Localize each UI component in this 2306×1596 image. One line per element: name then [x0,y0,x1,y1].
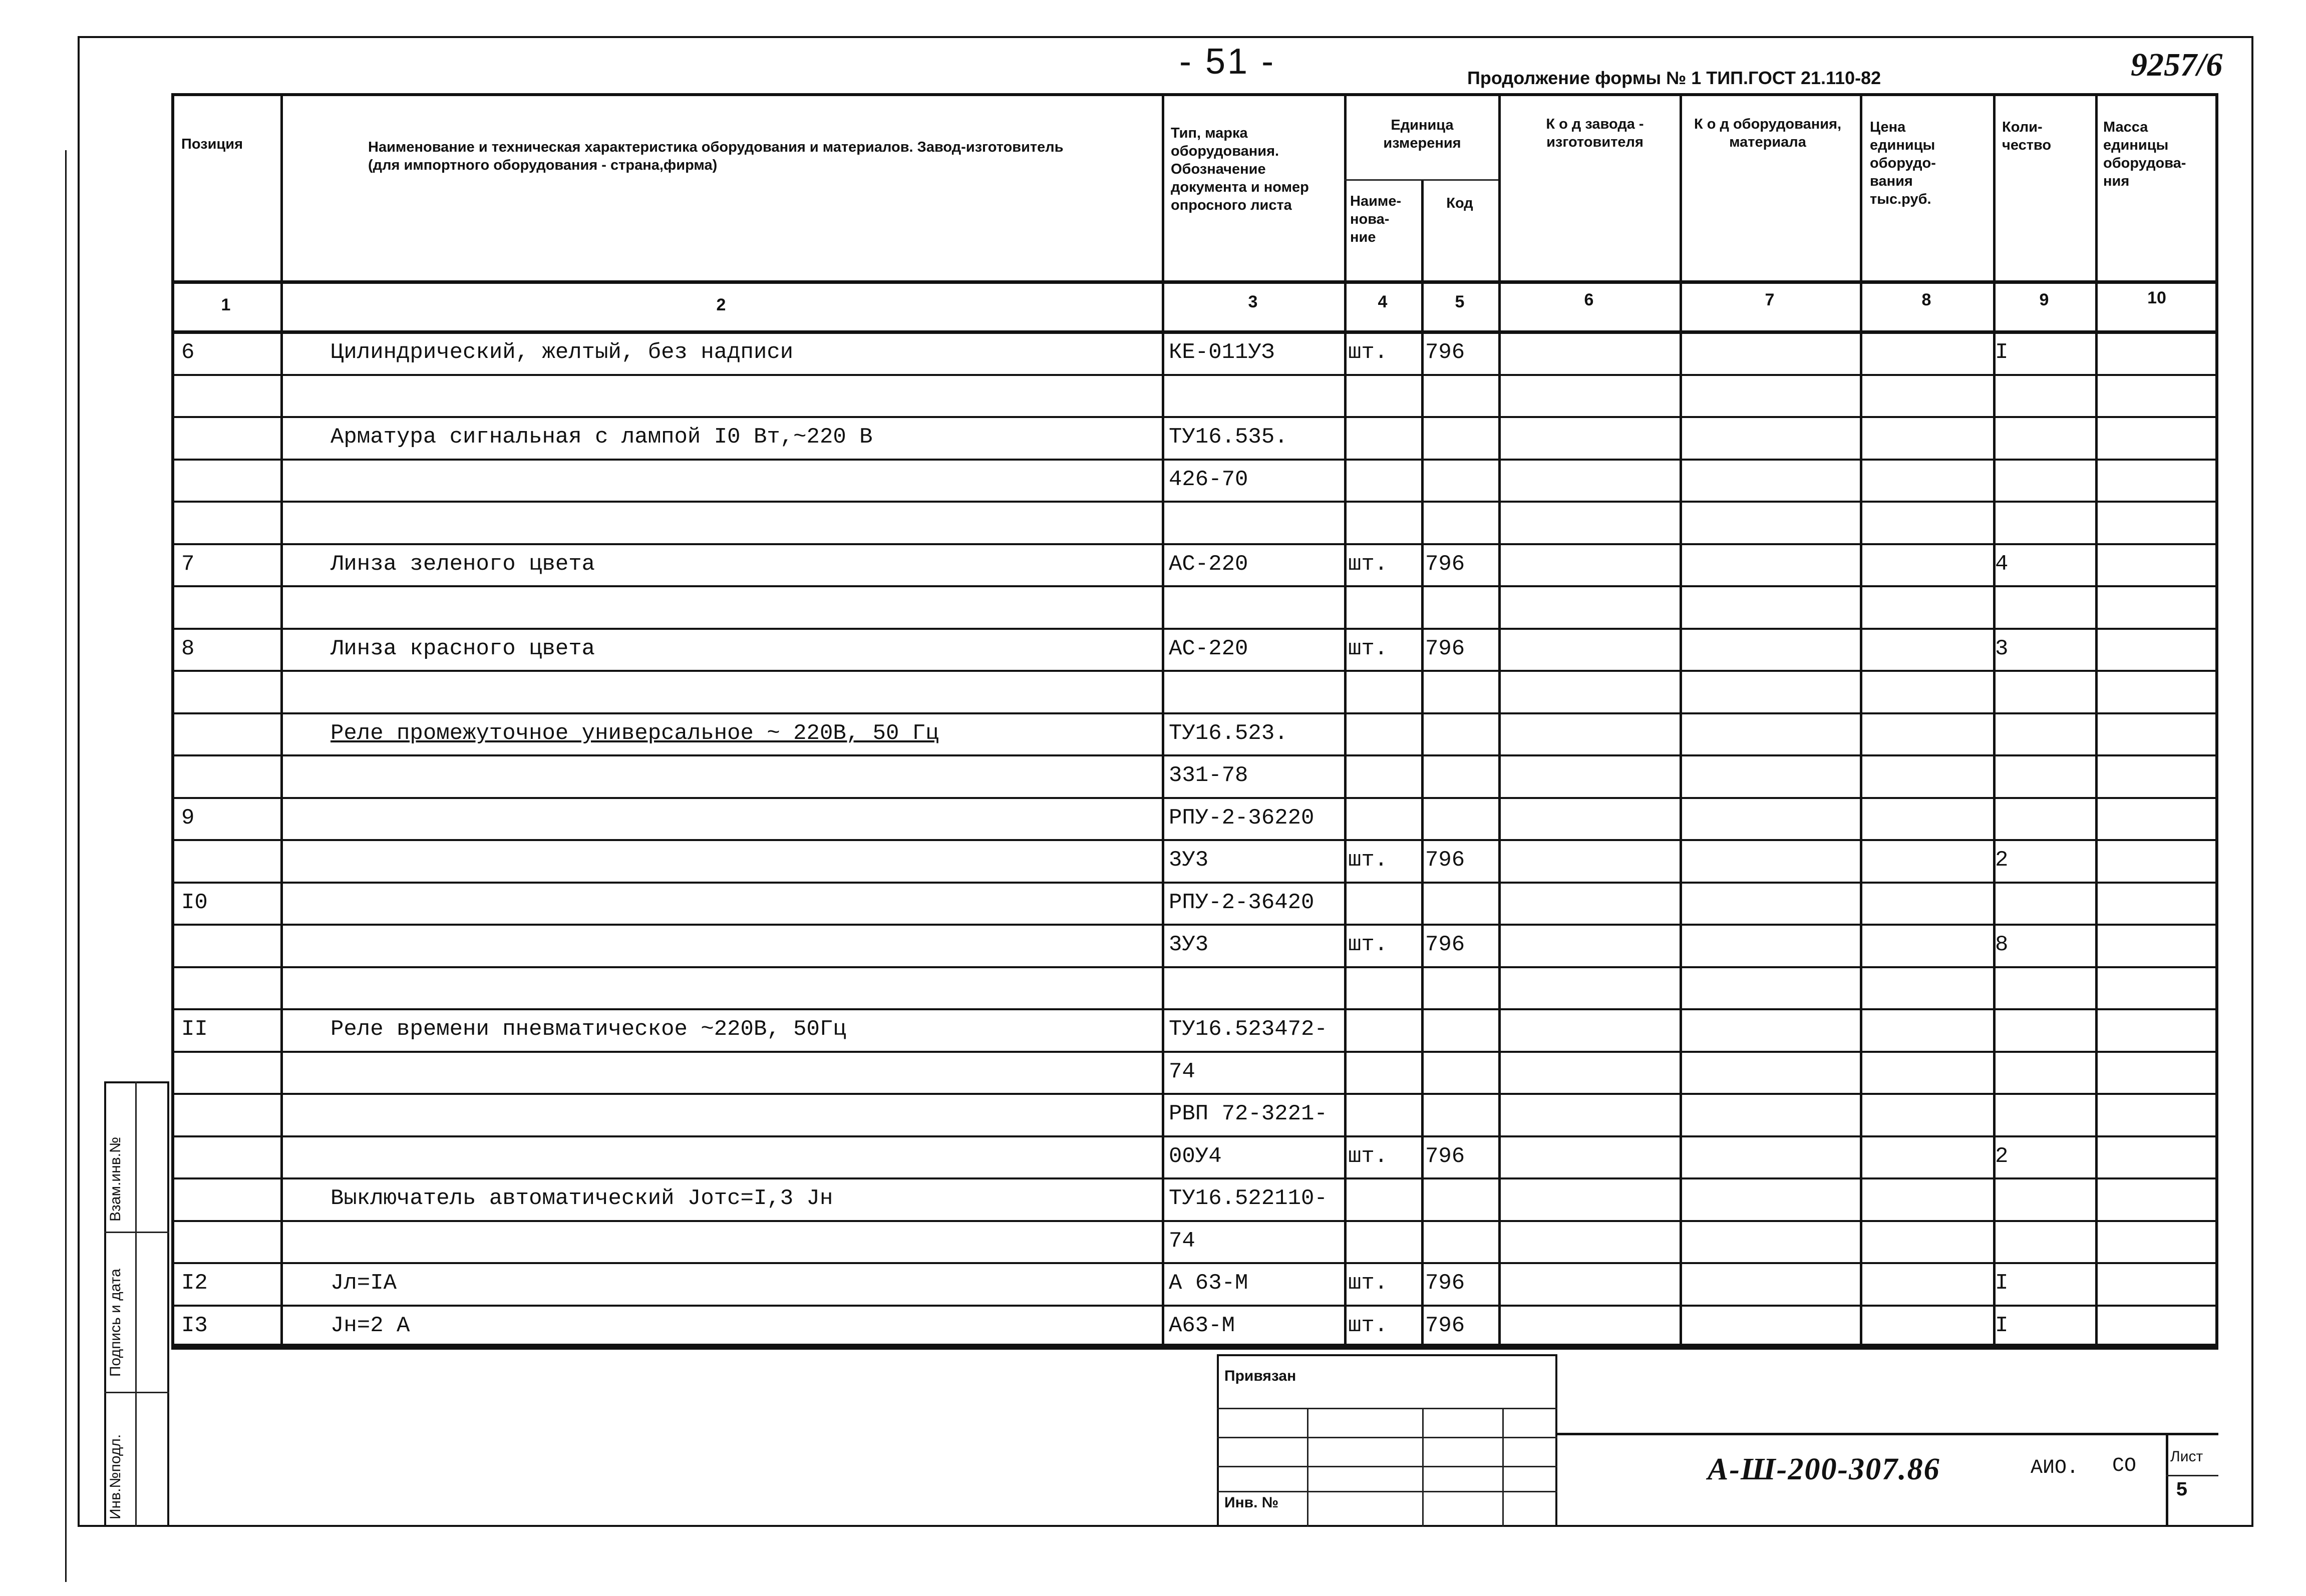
row-type: 3У3 [1169,848,1209,873]
binding-stamp-divider [1502,1408,1504,1527]
row-unit-code: 796 [1425,1143,1465,1169]
row-line [171,501,2218,503]
row-position: I2 [181,1271,208,1296]
doc-number: 9257/6 [2131,47,2223,83]
row-unit: шт. [1348,932,1388,957]
col-factory-code-header: К о д завода - изготовителя [1546,116,1644,150]
row-type: ТУ16.522110- [1169,1186,1328,1211]
privyazan-label: Привязан [1224,1368,1296,1384]
row-unit: шт. [1348,848,1388,873]
row-qty: I [1995,1271,2009,1296]
col-number-4: 4 [1378,292,1388,311]
row-unit: шт. [1348,636,1388,661]
title-co: СО [2112,1455,2137,1477]
row-type: 426-70 [1169,467,1248,492]
row-type: 00У4 [1169,1143,1222,1169]
row-line [171,459,2218,461]
binding-stamp-line [1217,1408,1557,1409]
binding-stamp-line [1217,1437,1557,1438]
row-line [171,1177,2218,1179]
col-unit-name-header: Наиме-нова-ние [1350,193,1402,245]
row-type: 74 [1169,1059,1195,1084]
row-line [171,1135,2218,1137]
col-name-header: Наименование и техническая характеристика оборудования и материалов. Завод-изготовитель (для импортного оборудования - страна,фирма) [368,139,1064,173]
row-type: 331-78 [1169,763,1248,788]
row-line [171,416,2218,418]
row-line [171,1051,2218,1053]
row-line [171,966,2218,968]
row-line [171,628,2218,630]
binding-stamp-line [1217,1466,1557,1467]
col-mass-header: Масса единицы оборудова-ния [2103,119,2186,189]
row-qty: I [1995,1313,2009,1338]
row-position: 6 [181,340,195,365]
col-divider [1421,180,1424,1347]
row-position: II [181,1017,208,1042]
row-type: ТУ16.523472- [1169,1017,1328,1042]
row-type: ТУ16.523. [1169,720,1288,746]
row-qty: I [1995,340,2009,365]
row-type: РВП 72-3221- [1169,1101,1328,1126]
row-unit: шт. [1348,1313,1388,1338]
side-inv-label: Инв.№подл. [107,1434,124,1519]
row-qty: 4 [1995,551,2009,577]
row-line [171,797,2218,799]
header-bottom-line [171,280,2218,284]
row-unit-code: 796 [1425,636,1465,661]
col-unit-header: Единица измерения [1383,117,1461,151]
left-binding-edge [65,150,67,1582]
row-line [171,670,2218,672]
col-number-10: 10 [2147,288,2166,307]
side-stamp-divider [135,1081,137,1527]
row-type: А63-М [1169,1313,1235,1338]
title-block-top-line [1557,1433,2218,1435]
row-unit-code: 796 [1425,848,1465,873]
row-line [171,543,2218,545]
title-aio: АИО. [2031,1457,2079,1479]
unit-subheader-line [1344,179,1498,181]
row-position: 9 [181,805,195,831]
binding-stamp-divider [1307,1408,1308,1527]
col-number-7: 7 [1765,290,1775,309]
row-qty: 8 [1995,932,2009,957]
col-number-2: 2 [716,295,726,314]
col-equipment-code-header: К о д оборудования, материала [1694,116,1842,150]
row-name: Линза зеленого цвета [331,551,595,577]
row-line [171,712,2218,714]
row-position: 7 [181,551,195,577]
sheet-box-divider [2166,1433,2168,1527]
row-unit-code: 796 [1425,1271,1465,1296]
sheet-number: 5 [2176,1479,2188,1502]
row-unit: шт. [1348,551,1388,577]
col-type-header: Тип, марка оборудования. Обозначение документа и номер опросного листа [1171,125,1309,213]
side-podpis-label: Подпись и дата [107,1269,124,1377]
row-type: АС-220 [1169,636,1248,661]
row-position: I0 [181,890,208,915]
row-qty: 3 [1995,636,2009,661]
row-unit: шт. [1348,1271,1388,1296]
row-unit-code: 796 [1425,551,1465,577]
row-unit-code: 796 [1425,932,1465,957]
row-line [171,1305,2218,1307]
row-name: Реле времени пневматическое ~220В, 50Гц [331,1017,846,1042]
row-line [171,1262,2218,1264]
col-number-1: 1 [221,295,231,314]
binding-stamp-divider [1422,1408,1424,1527]
row-unit: шт. [1348,340,1388,365]
row-name: Jл=IА [331,1271,397,1296]
row-name: Jн=2 А [331,1313,410,1338]
row-line [171,754,2218,756]
sheet-label: Лист [2170,1448,2203,1465]
row-line [171,1093,2218,1095]
sheet-box-line [2166,1475,2218,1476]
row-type: КЕ-011УЗ [1169,340,1275,365]
row-qty: 2 [1995,1143,2009,1169]
row-line [171,839,2218,841]
form-continuation: Продолжение формы № 1 ТИП.ГОСТ 21.110-82 [1467,68,1881,88]
colnum-bottom-line [171,330,2218,334]
col-price-header: Цена единицы оборудо-вания тыс.руб. [1870,119,1936,207]
col-number-8: 8 [1921,290,1931,309]
row-line [171,1347,2218,1350]
side-vzam-label: Взам.инв.№ [107,1136,124,1222]
row-position: 8 [181,636,195,661]
col-number-6: 6 [1584,290,1594,309]
row-line [171,585,2218,587]
row-type: ТУ16.535. [1169,425,1288,450]
col-number-3: 3 [1248,292,1258,311]
side-stamp-line [104,1392,169,1393]
row-type: 74 [1169,1228,1195,1254]
col-qty-header: Коли-чество [2002,119,2052,153]
row-qty: 2 [1995,848,2009,873]
row-name: Выключатель автоматический Jотс=I,3 Jн [331,1186,833,1211]
title-doc-code: А-Ш-200-307.86 [1708,1452,1940,1486]
row-line [171,374,2218,376]
row-line [171,924,2218,926]
inv-no-label: Инв. № [1224,1494,1279,1511]
row-name: Цилиндрический, желтый, без надписи [331,340,794,365]
row-type: АС-220 [1169,551,1248,577]
row-type: РПУ-2-36220 [1169,805,1314,831]
row-name: Арматура сигнальная с лампой I0 Вт,~220 В [331,425,873,450]
row-line [171,1008,2218,1010]
row-name: Реле промежуточное универсальное ~ 220В, 50 Гц [331,720,939,746]
row-type: А 63-М [1169,1271,1248,1296]
page-number: - 51 - [1179,42,1276,82]
col-position-header: Позиция [181,136,243,152]
row-name: Линза красного цвета [331,636,595,661]
col-unit-code-header: Код [1446,195,1473,211]
col-number-5: 5 [1455,292,1465,311]
col-number-9: 9 [2039,290,2049,309]
row-line [171,1220,2218,1222]
row-position: I3 [181,1313,208,1338]
row-unit-code: 796 [1425,340,1465,365]
row-type: 3У3 [1169,932,1209,957]
row-line [171,882,2218,884]
row-type: РПУ-2-36420 [1169,890,1314,915]
side-stamp-line [104,1232,169,1233]
row-unit-code: 796 [1425,1313,1465,1338]
binding-stamp-line [1217,1491,1557,1492]
row-unit: шт. [1348,1143,1388,1169]
